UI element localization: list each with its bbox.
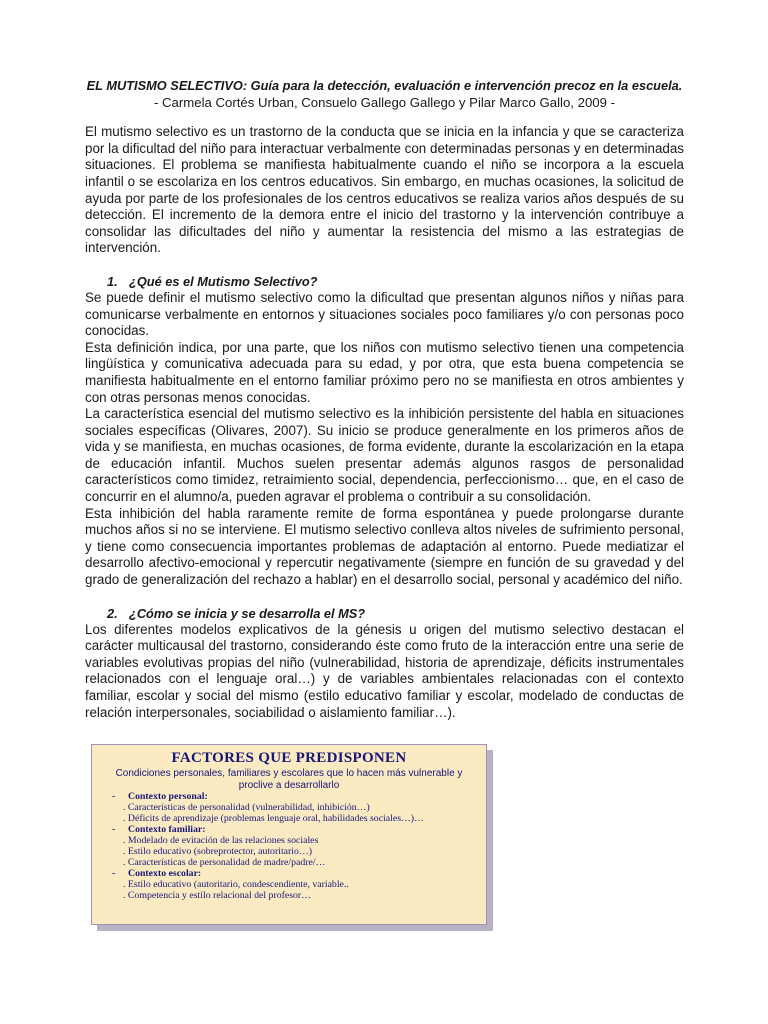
section-heading-2 xyxy=(107,605,684,622)
intro-paragraph: El mutismo selectivo es un trastorno de la conducta que se inicia en la infancia y que se caracteriza por la dificultad del niño para interactuar verbalmente con determinadas personas y en determinadas situaciones. El problema se manifiesta habitualmente cuando el niño se incorpora a la escuela infantil o se escolariza en los centros educativos. Sin embargo, en muchas ocasiones, la solicitud de ayuda por parte de los profesionales de los centros educativos se realiza varios años después de su detección. El incremento de la demora entre el inicio del trastorno y la intervención contribuye a consolidar las dificultades del niño y aumentar la resistencia del mismo a las estrategias de intervención. xyxy=(85,124,684,256)
document-title: EL MUTISMO SELECTIVO: Guía para la detección, evaluación e intervención precoz en la escuela. xyxy=(86,78,683,93)
group-heading: Contexto personal: xyxy=(128,791,208,802)
group-item: . Competencia y estilo relacional del profesor… xyxy=(123,890,311,901)
group-item: . Déficits de aprendizaje (problemas lenguaje oral, habilidades sociales…)… xyxy=(123,813,424,824)
figure-group-familiar xyxy=(106,824,486,868)
figure-box xyxy=(91,744,487,925)
document-header xyxy=(85,78,684,111)
group-item: . Características de personalidad de madre/padre/… xyxy=(123,857,326,868)
section-title: ¿Cómo se inicia y se desarrolla el MS? xyxy=(129,605,366,621)
document-authors: - Carmela Cortés Urban, Consuelo Gallego Gallego y Pilar Marco Gallo, 2009 - xyxy=(153,94,616,110)
section-1-paragraph: Esta definición indica, por una parte, que los niños con mutismo selectivo tienen una competencia lingüística y comunicativa adecuada para su edad, y por otra, que esta buena competencia se manifiesta habitualmente en el entorno familiar próximo pero no se manifiesta en otros ambientes y con otras personas menos conocidas. xyxy=(85,339,684,405)
group-item: . Características de personalidad (vulnerabilidad, inhibición…) xyxy=(123,802,370,813)
section-1-paragraph: Se puede definir el mutismo selectivo como la dificultad que presentan algunos niños y niñas para comunicarse verbalmente en entornos y situaciones sociales poco familiares y/o con personas poco conocidas. xyxy=(85,289,684,339)
section-1-paragraph: La característica esencial del mutismo selectivo es la inhibición persistente del habla en situaciones sociales específicas (Olivares, 2007). Su inicio se produce generalmente en los primeros años de vida y se manifiesta, en muchas ocasiones, de forma evidente, durante la escolarización en la etapa de educación infantil. Muchos suelen presentar además algunos rasgos de personalidad característicos como timidez, retraimiento social, dependencia, perfeccionismo… que, en el caso de concurrir en el alumno/a, pueden agravar el problema o contribuir a su consolidación. xyxy=(85,406,684,505)
section-heading-1 xyxy=(107,273,684,290)
section-title: ¿Qué es el Mutismo Selectivo? xyxy=(129,273,318,289)
group-heading: Contexto escolar: xyxy=(128,868,202,879)
group-heading: Contexto familiar: xyxy=(128,824,206,835)
section-number: 2. xyxy=(107,605,118,621)
group-item: . Estilo educativo (autoritario, condescendiente, variable.. xyxy=(123,879,349,890)
dash-bullet: - xyxy=(112,791,116,802)
figure-group-personal xyxy=(106,791,486,824)
group-item: . Estilo educativo (sobreprotector, autoritario…) xyxy=(123,846,312,857)
section-1-paragraph: Esta inhibición del habla raramente remite de forma espontánea y puede prolongarse durante muchos años si no se interviene. El mutismo selectivo conlleva altos niveles de sufrimiento personal, y tiene como consecuencia importantes problemas de adaptación al entorno. Puede mediatizar el desarrollo afectivo-emocional y repercutir negativamente (siempre en función de su gravedad y del grado de generalización del rechazo a hablar) en el desarrollo social, personal y académico del niño. xyxy=(85,505,684,588)
figure-group-escolar xyxy=(106,868,486,901)
group-item: . Modelado de evitación de las relaciones sociales xyxy=(123,835,319,846)
section-number: 1. xyxy=(107,273,118,289)
dash-bullet: - xyxy=(112,824,116,835)
figure-title: FACTORES QUE PREDISPONEN xyxy=(171,750,407,766)
factors-figure xyxy=(91,744,487,926)
dash-bullet: - xyxy=(112,868,116,879)
figure-subtitle: Condiciones personales, familiares y escolares que lo hacen más vulnerable y proclive a desarrollarlo xyxy=(115,768,463,791)
document-page xyxy=(85,78,684,721)
section-2-paragraph: Los diferentes modelos explicativos de la génesis u origen del mutismo selectivo destacan el carácter multicausal del trastorno, considerando éste como fruto de la interacción entre una serie de variables evolutivas propias del niño (vulnerabilidad, historia de aprendizaje, déficits instrumentales relacionados con el lenguaje oral…) y de variables ambientales relacionadas con el contexto familiar, escolar y social del mismo (estilo educativo familiar y escolar, modelado de conductas de relación interpersonales, sociabilidad o aislamiento familiar…). xyxy=(85,621,684,720)
